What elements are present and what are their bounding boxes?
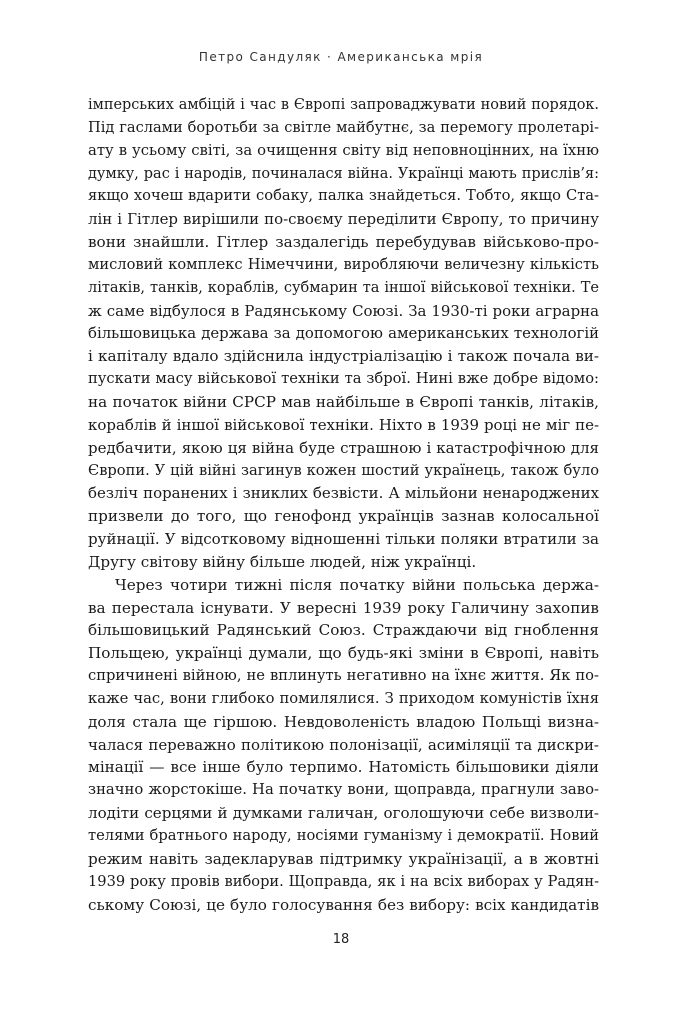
text-line: Другу світову війну більше людей, ніж українці. bbox=[88, 552, 477, 571]
text-line: літаків, танків, кораблів, субмарин та іншої військової техніки. Те bbox=[88, 279, 599, 296]
text-line: спричинені війною, не вплинуть негативно на їхнє життя. Як по- bbox=[88, 667, 599, 685]
text-line: пускати масу військової техніки та зброї. Нині вже добре відомо: bbox=[88, 370, 599, 388]
text-line: доля стала ще гіршою. Невдоволеність владою Польщі визна- bbox=[88, 712, 599, 731]
text-line: більшовицька держава за допомогою американських технологій bbox=[88, 324, 599, 343]
text-line: думку, рас і народів, починалася війна. Українці мають прислів’я: bbox=[88, 165, 599, 182]
text-line: Європи. У цій війні загинув кожен шостий українець, також було bbox=[88, 461, 599, 479]
text-line: на початок війни СРСР мав найбільше в Європі танків, літаків, bbox=[88, 392, 599, 411]
text-line: безліч поранених і зниклих безвісти. А мільйони ненароджених bbox=[88, 484, 599, 503]
text-line: вони знайшли. Гітлер заздалегідь перебудував військово-про- bbox=[88, 233, 599, 252]
text-line: якщо хочеш вдарити собаку, палка знайдеться. Тобто, якщо Ста- bbox=[88, 187, 599, 205]
text-line: призвели до того, що генофонд українців зазнав колосальної bbox=[88, 507, 599, 526]
text-line: ж саме відбулося в Радянському Союзі. За 1930-ті роки аграрна bbox=[88, 301, 599, 320]
paragraph-2 bbox=[88, 574, 599, 917]
text-line: Через чотири тижні після початку війни польська держа- bbox=[115, 575, 599, 594]
text-line: мінації — все інше було терпимо. Натомість більшовики діяли bbox=[88, 758, 599, 777]
running-header: Петро Сандуляк · Американська мрія bbox=[198, 50, 484, 64]
text-line: і капіталу вдало здійснила індустріалізацію і також почала ви- bbox=[88, 347, 599, 366]
text-line: руйнації. У відсотковому відношенні тільки поляки втратили за bbox=[88, 530, 599, 549]
text-line: Польщею, українці думали, що будь-які зміни в Європі, навіть bbox=[88, 644, 599, 663]
text-line: лін і Гітлер вирішили по-своєму переділити Європу, то причину bbox=[88, 210, 599, 229]
page-body bbox=[88, 94, 599, 916]
page-number: 18 bbox=[332, 932, 350, 947]
text-line: ату в усьому світі, за очищення світу від неповноцінних, на їхню bbox=[88, 141, 599, 159]
text-line: 1939 року провів вибори. Щоправда, як і на всіх виборах у Радян- bbox=[88, 872, 599, 890]
text-line: ва перестала існувати. У вересні 1939 року Галичину захопив bbox=[88, 598, 599, 617]
text-line: редбачити, якою ця війна буде страшною і катастрофічною для bbox=[88, 438, 599, 457]
text-line: каже час, вони глибоко помилялися. З приходом комуністів їхня bbox=[88, 689, 599, 707]
text-line: імперських амбіцій і час в Європі запроваджувати новий порядок. bbox=[88, 97, 599, 113]
text-line: Під гаслами боротьби за світле майбутнє, за перемогу пролетарі- bbox=[88, 118, 599, 136]
text-line: лодіти серцями й думками галичан, оголошуючи себе визволи- bbox=[88, 804, 599, 823]
text-line: чалася переважно політикою полонізації, асиміляції та дискри- bbox=[88, 735, 599, 754]
text-line: кораблів й іншої військової техніки. Ніхто в 1939 році не міг пе- bbox=[88, 415, 599, 434]
text-line: мисловий комплекс Німеччини, виробляючи величезну кількість bbox=[88, 255, 599, 273]
text-line: режим навіть задекларував підтримку українізації, а в жовтні bbox=[88, 849, 599, 868]
text-line: ському Союзі, це було голосування без вибору: всіх кандидатів bbox=[88, 895, 599, 914]
text-line: більшовицький Радянський Союз. Страждаючи від гноблення bbox=[88, 621, 599, 640]
text-line: телями братнього народу, носіями гуманізму і демократії. Новий bbox=[88, 827, 599, 844]
text-line: значно жорстокіше. На початку вони, щоправда, прагнули заво- bbox=[88, 781, 599, 799]
paragraph-1 bbox=[88, 94, 599, 574]
